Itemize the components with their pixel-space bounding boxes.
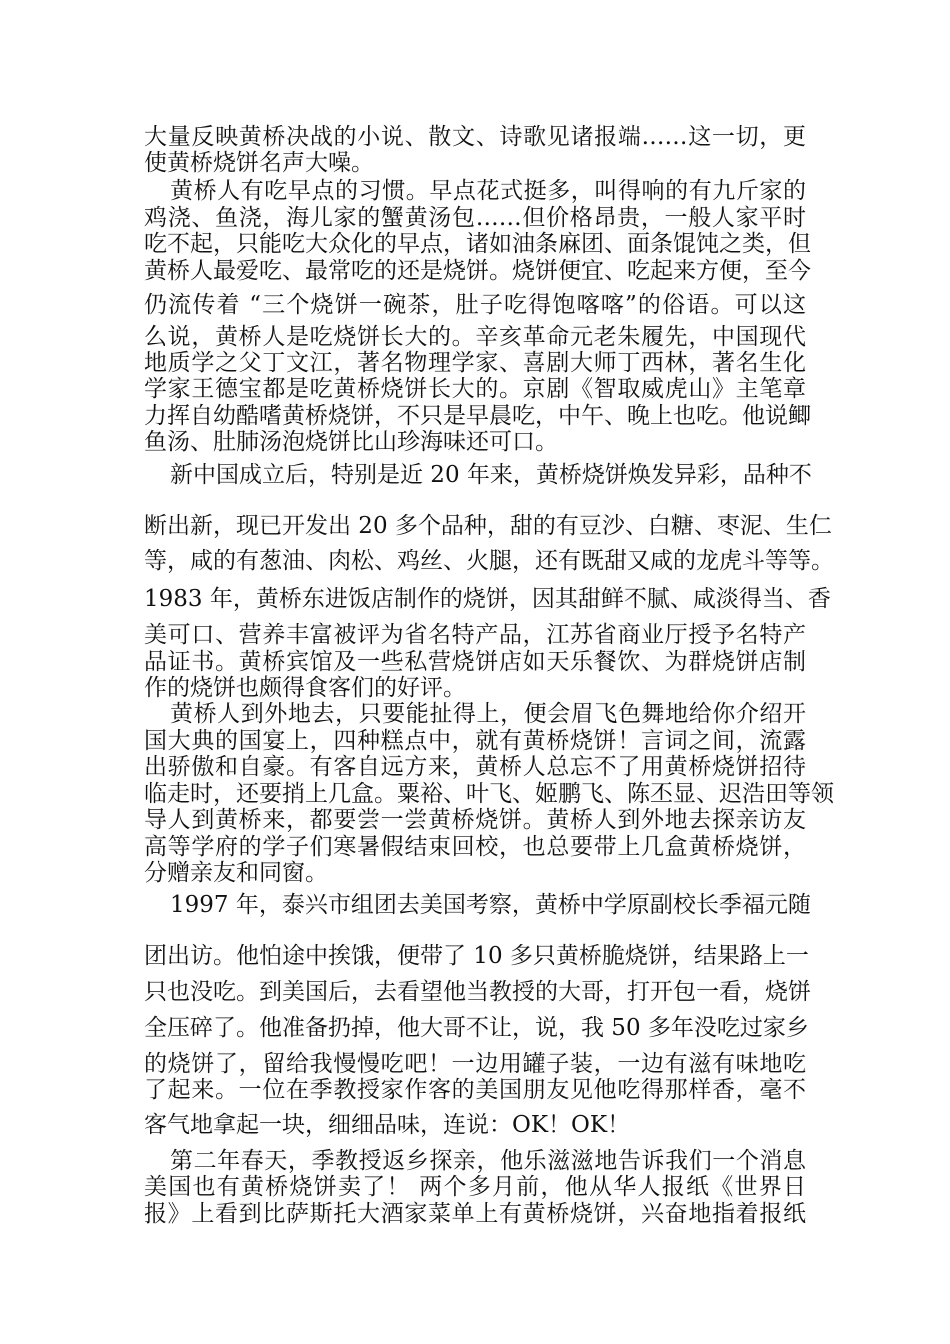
text-line-33: 客气地拿起一块，细细品味，连说：OK！OK！: [144, 1112, 631, 1138]
text-line-15: 等，咸的有葱油、肉松、鸡丝、火腿，还有既甜又咸的龙虎斗等等。: [144, 548, 834, 574]
text-line-23: 临走时，还要捎上几盒。粟裕、叶飞、姬鹏飞、陈丕显、迟浩田等领: [144, 781, 834, 807]
text-line-26: 分赠亲友和同窗。: [144, 860, 328, 886]
text-line-7: 仍流传着 “三个烧饼一碗茶，肚子吃得饱喀喀”的俗语。可以这: [144, 292, 806, 318]
text-line-1: 大量反映黄桥决战的小说、散文、诗歌见诸报端……这一切，更: [144, 124, 806, 150]
text-line-5: 吃不起，只能吃大众化的早点，诸如油条麻团、面条馄饨之类，但: [144, 231, 811, 257]
text-line-20: 黄桥人到外地去，只要能扯得上，便会眉飞色舞地给你介绍开: [170, 701, 806, 727]
text-line-30: 全压碎了。他准备扔掉，他大哥不让，说，我 50 多年没吃过家乡: [144, 1015, 809, 1041]
text-line-17: 美可口、营养丰富被评为省名特产品，江苏省商业厅授予名特产: [144, 622, 806, 648]
text-line-14: 断出新，现已开发出 20 多个品种，甜的有豆沙、白糖、枣泥、生仁: [144, 513, 832, 539]
text-line-11: 力挥自幼酷嗜黄桥烧饼，不只是早晨吃，中午、晚上也吃。他说鲫: [144, 403, 811, 429]
text-line-16: 1983 年，黄桥东进饭店制作的烧饼，因其甜鲜不腻、咸淡得当、香: [144, 586, 831, 612]
text-line-34: 第二年春天，季教授返乡探亲，他乐滋滋地告诉我们一个消息: [170, 1148, 806, 1174]
text-line-4: 鸡浇、鱼浇，海儿家的蟹黄汤包……但价格昂贵，一般人家平时: [144, 205, 806, 231]
text-line-12: 鱼汤、肚肺汤泡烧饼比山珍海味还可口。: [144, 429, 558, 455]
text-line-13: 新中国成立后，特别是近 20 年来，黄桥烧饼焕发异彩，品种不: [170, 462, 812, 488]
text-line-18: 品证书。黄桥宾馆及一些私营烧饼店如天乐餐饮、为群烧饼店制: [144, 649, 806, 675]
text-line-31: 的烧饼了，留给我慢慢吃吧！一边用罐子装，一边有滋有味地吃: [144, 1051, 806, 1077]
text-line-35: 美国也有黄桥烧饼卖了！ 两个多月前，他从华人报纸《世界日: [144, 1174, 806, 1200]
text-line-29: 只也没吃。到美国后，去看望他当教授的大哥，打开包一看，烧饼: [144, 979, 811, 1005]
text-line-36: 报》上看到比萨斯托大酒家菜单上有黄桥烧饼，兴奋地指着报纸: [144, 1201, 806, 1227]
text-line-10: 学家王德宝都是吃黄桥烧饼长大的。京剧《智取威虎山》主笔章: [144, 376, 806, 402]
text-line-21: 国大典的国宴上，四种糕点中，就有黄桥烧饼！言词之间，流露: [144, 728, 806, 754]
text-line-6: 黄桥人最爱吃、最常吃的还是烧饼。烧饼便宜、吃起来方便，至今: [144, 258, 811, 284]
text-line-2: 使黄桥烧饼名声大噪。: [144, 150, 374, 176]
text-line-3: 黄桥人有吃早点的习惯。早点花式挺多，叫得响的有九斤家的: [170, 178, 806, 204]
text-line-8: 么说，黄桥人是吃烧饼长大的。辛亥革命元老朱履先，中国现代: [144, 324, 806, 350]
text-line-9: 地质学之父丁文江，著名物理学家、喜剧大师丁西林，著名生化: [144, 350, 806, 376]
text-line-32: 了起来。一位在季教授家作客的美国朋友见他吃得那样香，毫不: [144, 1077, 806, 1103]
text-line-22: 出骄傲和自豪。有客自远方来，黄桥人总忘不了用黄桥烧饼招待: [144, 754, 806, 780]
text-line-19: 作的烧饼也颇得食客们的好评。: [144, 675, 466, 701]
text-line-27: 1997 年，泰兴市组团去美国考察，黄桥中学原副校长季福元随: [170, 892, 811, 918]
text-line-28: 团出访。他怕途中挨饿，便带了 10 多只黄桥脆烧饼，结果路上一: [144, 943, 809, 969]
text-line-25: 高等学府的学子们寒暑假结束回校，也总要带上几盒黄桥烧饼，: [144, 834, 806, 860]
text-line-24: 导人到黄桥来，都要尝一尝黄桥烧饼。黄桥人到外地去探亲访友: [144, 807, 806, 833]
